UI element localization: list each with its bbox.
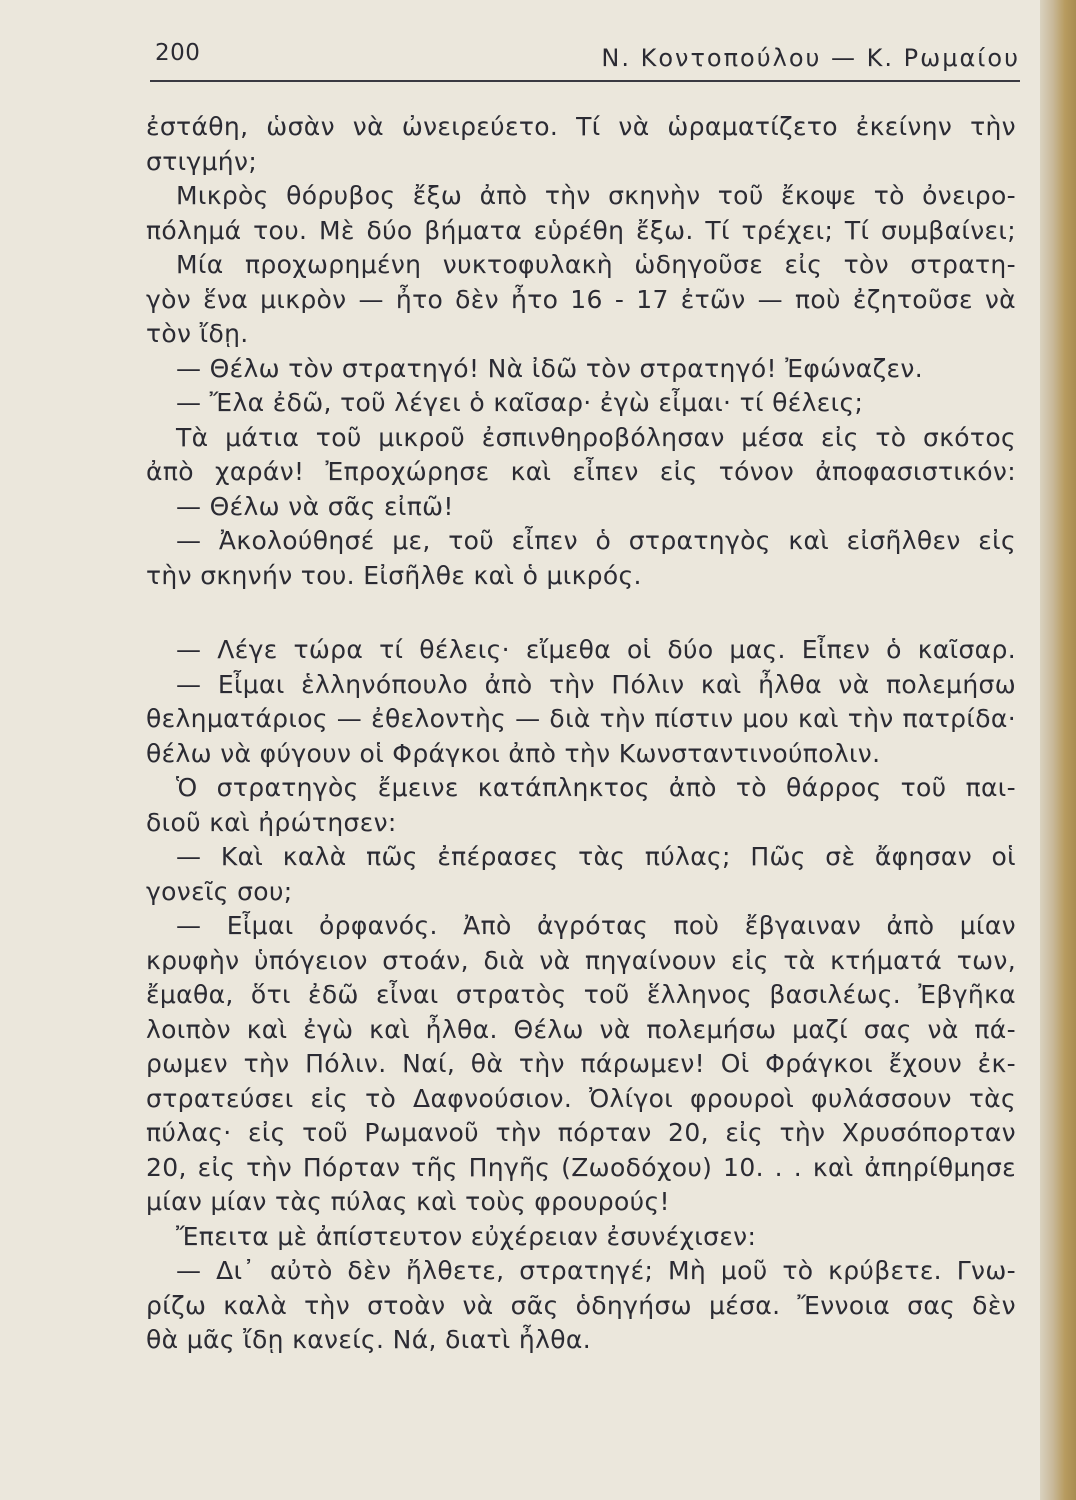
text-line: θέλω νὰ φύγουν οἱ Φράγκοι ἀπὸ τὴν Κωνσταντινούπολιν.: [146, 738, 881, 768]
text-line: — Ἔλα ἐδῶ, τοῦ λέγει ὁ καῖσαρ· ἐγὼ εἶμαι· τί θέλεις;: [176, 388, 864, 417]
text-line: — Καὶ καλὰ πῶς ἐπέρασες τὰς πύλας; Πῶς σὲ ἄφησαν οἱ: [176, 842, 1016, 871]
text-line: 20, εἰς τὴν Πόρταν τῆς Πηγῆς (Ζωοδόχου) 10. . . καὶ ἀπηρίθμησε: [146, 1152, 1016, 1182]
text-line: — Δι᾽ αὐτὸ δὲν ἤλθετε, στρατηγέ; Μὴ μοῦ τὸ κρύβετε. Γνω-: [176, 1256, 1016, 1285]
page-header: [150, 40, 1020, 80]
text-line: ἔμαθα, ὅτι ἐδῶ εἶναι στρατὸς τοῦ ἕλληνος βασιλέως. Ἐβγῆκα: [146, 980, 1016, 1009]
text-line: γονεῖς σου;: [146, 876, 293, 906]
text-line: θεληματάριος — ἐθελοντὴς — διὰ τὴν πίστιν μου καὶ τὴν πατρίδα·: [146, 704, 1016, 733]
text-line: Ἔπειτα μὲ ἀπίστευτον εὐχέρειαν ἐσυνέχισεν:: [176, 1221, 757, 1251]
text-line: κρυφὴν ὑπόγειον στοάν, διὰ νὰ πηγαίνουν εἰς τὰ κτήματά των,: [146, 945, 1016, 975]
text-line: ἐστάθη, ὡσὰν νὰ ὠνειρεύετο. Τί νὰ ὡραματίζετο ἐκείνην τὴν: [146, 112, 1016, 141]
text-line: — Ἀκολούθησέ με, τοῦ εἶπεν ὁ στρατηγὸς καὶ εἰσῆλθεν εἰς: [176, 526, 1016, 555]
text-line: Μικρὸς θόρυβος ἔξω ἀπὸ τὴν σκηνὴν τοῦ ἔκοψε τὸ ὀνειρο-: [176, 181, 1016, 210]
text-line: γὸν ἕνα μικρὸν — ἦτο δὲν ἦτο 16 - 17 ἐτῶν — ποὺ ἐζητοῦσε νὰ: [146, 284, 1016, 314]
paragraph-gap: [146, 593, 1016, 633]
text-line: Μία προχωρημένη νυκτοφυλακὴ ὡδηγοῦσε εἰς τὸν στρατη-: [176, 250, 1016, 279]
text-line: — Εἶμαι ὀρφανός. Ἀπὸ ἀγρότας ποὺ ἔβγαιναν ἀπὸ μίαν: [176, 911, 1016, 940]
text-line: ρωμεν τὴν Πόλιν. Ναί, θὰ τὴν πάρωμεν! Οἱ Φράγκοι ἔχουν ἐκ-: [146, 1049, 1016, 1078]
text-line: ρίζω καλὰ τὴν στοὰν νὰ σᾶς ὁδηγήσω μέσα. Ἔννοια σας δὲν: [146, 1290, 1016, 1320]
text-line: στιγμήν;: [146, 146, 258, 176]
text-line: ἀπὸ χαράν! Ἐπροχώρησε καὶ εἶπεν εἰς τόνον ἀποφασιστικόν:: [146, 457, 1016, 486]
page-edge: [1040, 0, 1076, 1500]
page-number: 200: [155, 40, 201, 66]
text-line: — Εἶμαι ἑλληνόπουλο ἀπὸ τὴν Πόλιν καὶ ἦλθα νὰ πολεμήσω: [176, 669, 1016, 699]
header-rule: [150, 80, 1020, 82]
text-line: — Θέλω νὰ σᾶς εἰπῶ!: [176, 491, 454, 521]
text-line: πύλας· εἰς τοῦ Ρωμανοῦ τὴν πόρταν 20, εἰς τὴν Χρυσόπορταν: [146, 1118, 1016, 1147]
text-line: Τὰ μάτια τοῦ μικροῦ ἐσπινθηροβόλησαν μέσα εἰς τὸ σκότος: [176, 422, 1016, 452]
text-line: θὰ μᾶς ἴδῃ κανείς. Νά, διατὶ ἦλθα.: [146, 1325, 592, 1354]
text-line: — Θέλω τὸν στρατηγό! Νὰ ἰδῶ τὸν στρατηγό! Ἐφώναζεν.: [176, 353, 924, 383]
text-line: λοιπὸν καὶ ἐγὼ καὶ ἦλθα. Θέλω νὰ πολεμήσω μαζί σας νὰ πά-: [146, 1014, 1016, 1044]
text-line: τὸν ἴδῃ.: [146, 319, 249, 348]
text-line: διοῦ καὶ ἠρώτησεν:: [146, 807, 397, 837]
text-line: τὴν σκηνήν του. Εἰσῆλθε καὶ ὁ μικρός.: [146, 560, 642, 590]
text-line: — Λέγε τώρα τί θέλεις· εἴμεθα οἱ δύο μας. Εἶπεν ὁ καῖσαρ.: [176, 635, 1016, 664]
text-line: πόλημά του. Μὲ δύο βήματα εὑρέθη ἔξω. Τί τρέχει; Τί συμβαίνει;: [146, 215, 1016, 245]
text-line: Ὁ στρατηγὸς ἔμεινε κατάπληκτος ἀπὸ τὸ θάρρος τοῦ παι-: [176, 773, 1016, 802]
text-line: στρατεύσει εἰς τὸ Δαφνούσιον. Ὀλίγοι φρουροὶ φυλάσσουν τὰς: [146, 1083, 1016, 1113]
running-title: Ν. Κοντοπούλου — Κ. Ρωμαίου: [601, 44, 1020, 72]
text-line: μίαν μίαν τὰς πύλας καὶ τοὺς φρουρούς!: [146, 1187, 670, 1216]
body-text: [146, 110, 1016, 1358]
